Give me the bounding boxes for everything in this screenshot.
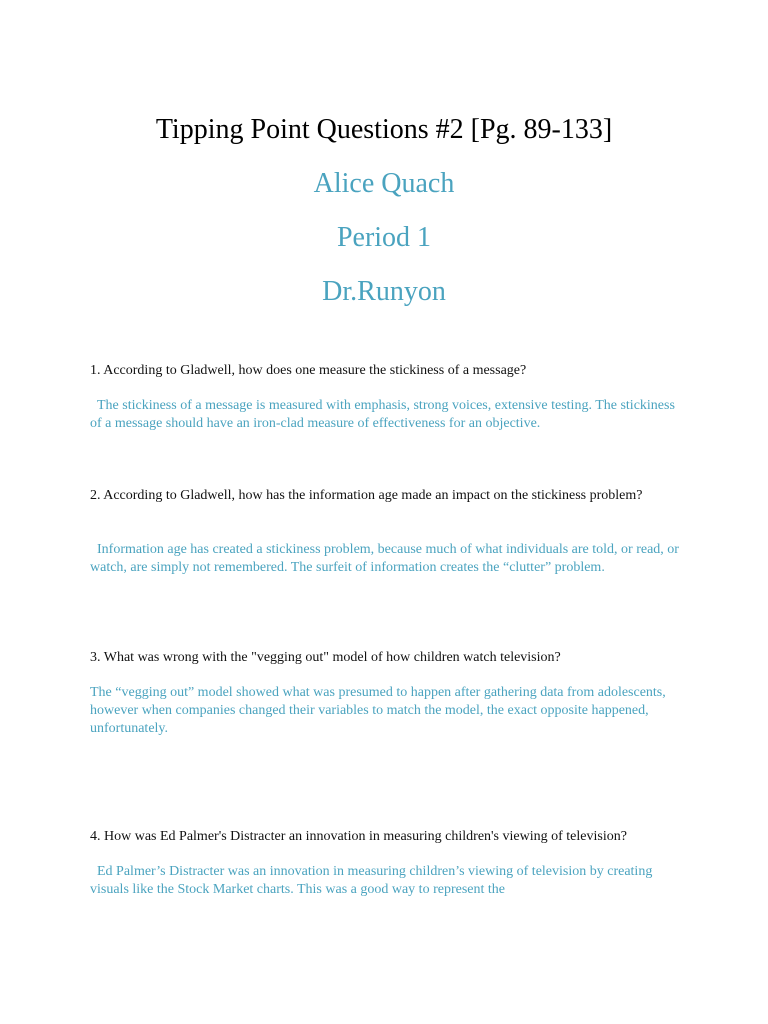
author-name: Alice Quach bbox=[313, 168, 455, 199]
question-1: 1. According to Gladwell, how does one measure the stickiness of a message? bbox=[90, 363, 527, 378]
answer-2: Information age has created a stickiness problem, because much of what individuals are told, or read, or watch, are simply not remembered. The surfeit of information creates the “clutter” problem. bbox=[90, 542, 679, 575]
answer-3: The “vegging out” model showed what was presumed to happen after gathering data from adolescents, however when companies changed their variables to match the model, the exact opposite happened, unfortunately. bbox=[90, 685, 666, 736]
class-period: Period 1 bbox=[336, 222, 432, 253]
question-3: 3. What was wrong with the "vegging out" model of how children watch television? bbox=[90, 650, 561, 665]
answer-1: The stickiness of a message is measured with emphasis, strong voices, extensive testing. The stickiness of a message should have an iron-clad measure of effectiveness for an objective. bbox=[90, 398, 675, 431]
teacher-name: Dr.Runyon bbox=[322, 276, 446, 307]
question-4: 4. How was Ed Palmer's Distracter an innovation in measuring children's viewing of television? bbox=[90, 829, 627, 844]
question-2: 2. According to Gladwell, how has the information age made an impact on the stickiness problem? bbox=[90, 488, 643, 503]
document-title: Tipping Point Questions #2 [Pg. 89-133] bbox=[155, 114, 613, 145]
answer-4: Ed Palmer’s Distracter was an innovation in measuring children’s viewing of television by creating visuals like the Stock Market charts. This was a good way to represent the bbox=[90, 864, 653, 897]
